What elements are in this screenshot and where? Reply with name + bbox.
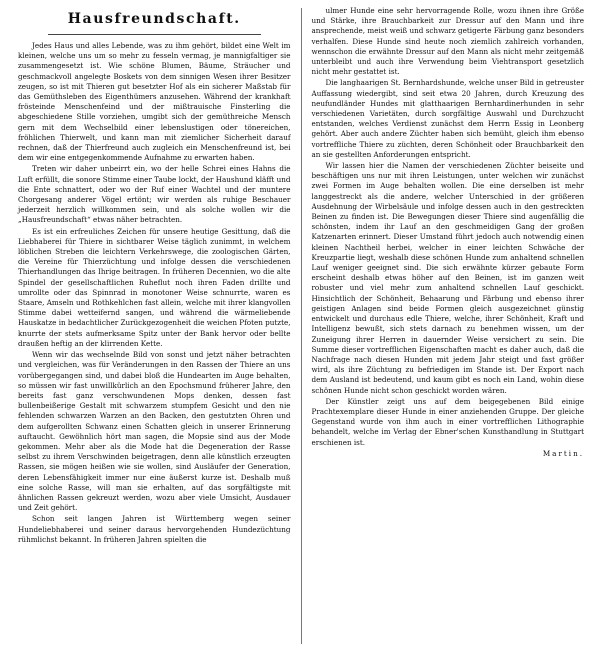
author-signature: Martin. [542, 448, 584, 458]
article-paragraph: Jedes Haus und alles Lebende, was zu ihm gehört, bildet eine Welt im kleinen, welche uns um so mehr zu fesseln vermag, je mannigfaltiger sie zusammengesetzt ist. Wie schöne Blumen, Bäume, Sträucher und geschmackvoll angelegte Boskets von dem sinnigen Wesen ihrer Besitzer zeugen, so ist mit Thieren gut besetzter Hof als ein sicherer Maßstab für das Gemüthsleben des Eigenthümers anzusehen. Während der krankhaft frösteinde Menschenfeind und der mißtrauische Finsterling die abgeschiedene Stille vorziehen, umgibt sich der gemüthreiche Mensch gern mit dem Wechselbild einer lebenslustigen oder tönereichen, fröhlichen Thierwelt, und kann man mit ziemlicher Sicherheit darauf rechnen, daß der Thierfreund auch zugleich ein Menschenfreund ist, bei dem wir eine entgegenkommende Aufnahme zu erwarten haben. [18, 41, 291, 163]
article-paragraph: Die langhaarigen St. Bernhardshunde, welche unser Bild in getreuster Auffassung wiedergibt, sind seit etwa 20 Jahren, durch Kreuzung des neufundländer Hundes mit glatthaarigen Bernhardinerhunden in sehr verschiedenen Varietäten, durch sorgfältige Auswahl und Durchzucht entstanden, welches Verdienst zunächst dem Herrn Essig in Leonberg gehört. Aber auch andere Züchter haben sich bemüht, gleich ihm ebenso vortreffliche Thiere zu züchten, deren Schönheit oder Brauchbarkeit den an sie gestellten Anforderungen entspricht. [311, 78, 584, 159]
article-paragraph: Treten wir daher unbeirrt ein, wo der helle Schrei eines Hahns die Luft erfüllt, die sonore Stimme einer Taube lockt, der Haushund kläfft und die Ente schnattert, oder wo der Ruf einer Wachtel und der muntere Chorgesang anderer Vögel ertönt; wir werden als ruhige Beschauer jederzeit herzlich willkommen sein, und als solche wollen wir die „Hausfreundschaft“ etwas näher betrachten. [18, 164, 291, 225]
article-paragraph: Wir lassen hier die Namen der verschiedenen Züchter beiseite und beschäftigen uns nur mit ihren Leistungen, unter welchen wir zunächst zwei Formen im Auge behalten wollen. Die eine derselben ist mehr langgestreckt als die andere, welcher Unterschied in der größeren Ausdehnung der Wirbelsäule und infolge dessen auch in den gestreckten Beinen zu finden ist. Die Bewegungen dieser Thiere sind augenfällig die schönsten, indem ihr Lauf an den geschmeidigen Gang der großen Katzenarten erinnert. Dieser Umstand führt jedoch auch notwendig einen kleinen Nachtheil herbei, welcher in einer leichten Schwäche der Kreuzpartie liegt, weshalb diese schönen Hunde zum anhaltend schnellen Lauf weniger geeignet sind. Die sich erwähnte kürzer gebaute Form erscheint deshalb etwas höher auf den Beinen, ist im ganzen weit robuster und viel mehr zum anhaltend schnellen Lauf geschickt. Hinsichtlich der Schönheit, Behaarung und Färbung und ebenso ihrer geistigen Anlagen sind beide Formen gleich ausgezeichnet günstig entwickelt und durchaus edle Thiere, welche, ihrer Schönheit, Kraft und Intelligenz bewußt, sich stets darnach zu benehmen wissen, um der Zuneigung ihrer Herren in dauernder Weise versichert zu sein. Die Summe dieser vortrefflichen Eigenschaften macht es daher auch, daß die Nachfrage nach diesen Hunden mit jedem Jahr steigt und fast größer wird, als ihre Züchtung zu befriedigen im Stande ist. Der Export nach dem Ausland ist bedeutend, und kaum gibt es noch ein Land, wohin diese schönen Hunde nicht schon geschickt worden wären. [311, 161, 584, 395]
title-rule [48, 34, 261, 35]
article-paragraph: Wenn wir das wechselnde Bild von sonst und jetzt näher betrachten und vergleichen, was für Veränderungen in den Rassen der Thiere an uns vorübergegangen sind, und dabei bloß die Hundearten im Auge behalten, so müssen wir fast unwillkürlich an den Epochsmund früherer Jahre, den bereits fast ganz verschwundenen Mops denken, dessen fast bullenbeißerige Gestalt mit schwarzem stumpfem Gesicht und den nie fehlenden schwarzen Warzen an den Backen, den gestutzten Ohren und dem aufgerollten Schwanz einen Schatten gleich in unserer Erinnerung auftaucht. Gewöhnlich hört man sagen, die Mopsie sind aus der Mode gekommen. Mehr aber als die Mode hat die Degeneration der Rasse selbst zu ihrem Verschwinden beigetragen, denn alle künstlich erzeugten Rassen, sie mögen heißen wie sie wollen, sind Ausläufer der Generation, deren Lebensfähigkeit immer nur eine äußerst kurze ist. Deshalb muß eine solche Rasse, will man sie erhalten, auf das sorgfältigste mit ähnlichen Rassen gekreuzt werden, wozu aber viele Umsicht, Ausdauer und Zeit gehört. [18, 350, 291, 513]
article-left-column [18, 6, 291, 644]
article-paragraph: Schon seit langen Jahren ist Württemberg wegen seiner Hundeliebhaberei und seiner daraus hervorgehenden Hundezüchtung rühmlichst bekannt. In früheren Jahren spielten die [18, 514, 291, 544]
article-paragraph: Der Künstler zeigt uns auf dem beigegebenen Bild einige Prachtexemplare dieser Hunde in einer anziehenden Gruppe. Der gleiche Gegenstand wurde von ihm auch in einer vortrefflichen Lithographie behandelt, welche im Verlag der Ebner'schen Kunsthandlung in Stuttgart erschienen ist. [311, 396, 584, 447]
article-paragraph: Es ist ein erfreuliches Zeichen für unsere heutige Gesittung, daß die Liebhaberei für Thiere in sichtbarer Weise täglich zunimmt, in welchem löblichen Streben die leichtern Verkehrswege, die zoologischen Gärten, die Vereine für Thierzüchtung und infolge dessen die verschiedenen Thierhandlungen das Ihrige beitragen. In früheren Decennien, wo die alte Spindel der gesellschaftlichen Ruheflut noch ihren Faden drillte und umrollte oder das Spinnrad in monotoner Weise schnurrte, waren es Staare, Amseln und Rothkehlchen fast allein, welche mit ihrer klangvollen Stimme dabei wetteifernd sangen, und während die wärmeliebende Hauskatze in bedachtlicher Zurückgezogenheit die weichen Pfoten putzte, knurrte der stets aufmerksame Spitz unter der Bank hervor oder bellte draußen heftig an der klirrenden Kette. [18, 226, 291, 348]
column-divider [301, 8, 302, 644]
article-right-column [312, 6, 585, 644]
article-paragraph: ulmer Hunde eine sehr hervorragende Rolle, wozu ihnen ihre Größe und Stärke, ihre Brauchbarkeit zur Dressur auf den Mann und ihre ansprechende, meist weiß und schwarz getigerte Färbung ganz besonders verhalfen. Diese Hunde sind heute noch ziemlich zahlreich vorhanden, wennschon die erwähnte Dressur auf den Mann als nicht mehr zeitgemäß unterbleibt und auch ihre Verwendung beim Viehtransport gesetzlich nicht mehr gestattet ist. [311, 6, 584, 77]
article-title: Hausfreundschaft. [67, 11, 241, 27]
